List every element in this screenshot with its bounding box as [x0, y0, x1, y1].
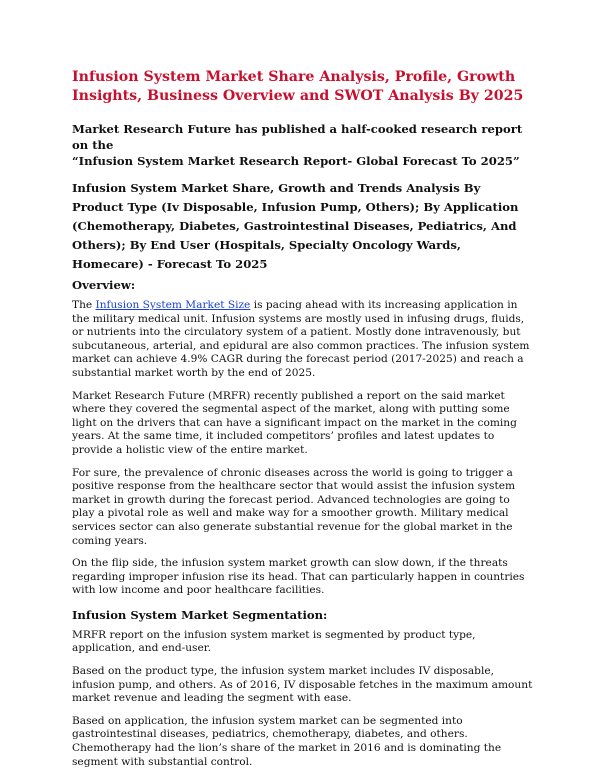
market-size-link[interactable]: Infusion System Market Size — [95, 299, 251, 311]
report-subheading: Infusion System Market Share, Growth and Trends Analysis By Product Type (Iv Disposable, Infusion Pump, Others); By Application (Chemotherapy, Diabetes, Gastrointestinal Diseases, Pediatrics, And Others); By End User (Hospitals, Specialty Oncology Wards, Homecare) - Forecast To 2025 — [72, 181, 519, 271]
segmentation-heading: Infusion System Market Segmentation: — [72, 607, 328, 622]
paragraph-segmentation-1: MRFR report on the infusion system market is segmented by product type, application, and end-user. — [72, 628, 476, 655]
intro-text — [72, 121, 534, 169]
paragraph-segmentation-3: Based on application, the infusion system market can be segmented into gastrointestinal diseases, pediatrics, chemotherapy, diabetes, and others. Chemotherapy had the lion’s share of the market in 2016 and is dominating the segment with substantial control. — [72, 714, 502, 768]
paragraph-rest: is pacing ahead with its increasing application in the military medical unit. Infusion systems are mostly used in infusing drugs, fluids, or nutrients into the circulatory system of a patient. Mostly done intravenously, but subcutaneous, arterial, and epidural are also common practices. The infusion system market can achieve 4.9% CAGR during the forecast period (2017-2025) and reach a substantial market worth by the end of 2025. — [72, 299, 530, 379]
intro-line-1: Market Research Future has published a half-cooked research report on the — [72, 122, 523, 152]
paragraph-prefix: The — [72, 299, 96, 311]
document-title: Infusion System Market Share Analysis, Profile, Growth Insights, Business Overview and SWOT Analysis By 2025 — [72, 69, 524, 104]
intro-line-2: “Infusion System Market Research Report- Global Forecast To 2025” — [72, 154, 520, 168]
paragraph-overview-3: For sure, the prevalence of chronic diseases across the world is going to trigger a positive response from the healthcare sector that would assist the infusion system market in growth during the forecast period. Advanced technologies are going to play a pivotal role as well and make way for a smoother growth. Military medical services sector can also generate substantial revenue for the global market in the coming years. — [72, 466, 516, 547]
overview-heading: Overview: — [72, 278, 136, 292]
paragraph-overview-1 — [72, 299, 534, 381]
paragraph-segmentation-2: Based on the product type, the infusion system market includes IV disposable, infusion pump, and others. As of 2016, IV disposable fetches in the maximum amount market revenue and leading the segment with ease. — [72, 665, 533, 705]
paragraph-overview-4: On the flip side, the infusion system market growth can slow down, if the threats regarding improper infusion rise its head. That can particularly happen in countries with low income and poor healthcare facilities. — [72, 557, 525, 597]
document-page — [72, 68, 534, 778]
paragraph-overview-2: Market Research Future (MRFR) recently published a report on the said market where they covered the segmental aspect of the market, along with putting some light on the drivers that can have a significant impact on the market in the coming years. At the same time, it included competitors’ profiles and latest updates to provide a holistic view of the entire market. — [72, 389, 517, 456]
